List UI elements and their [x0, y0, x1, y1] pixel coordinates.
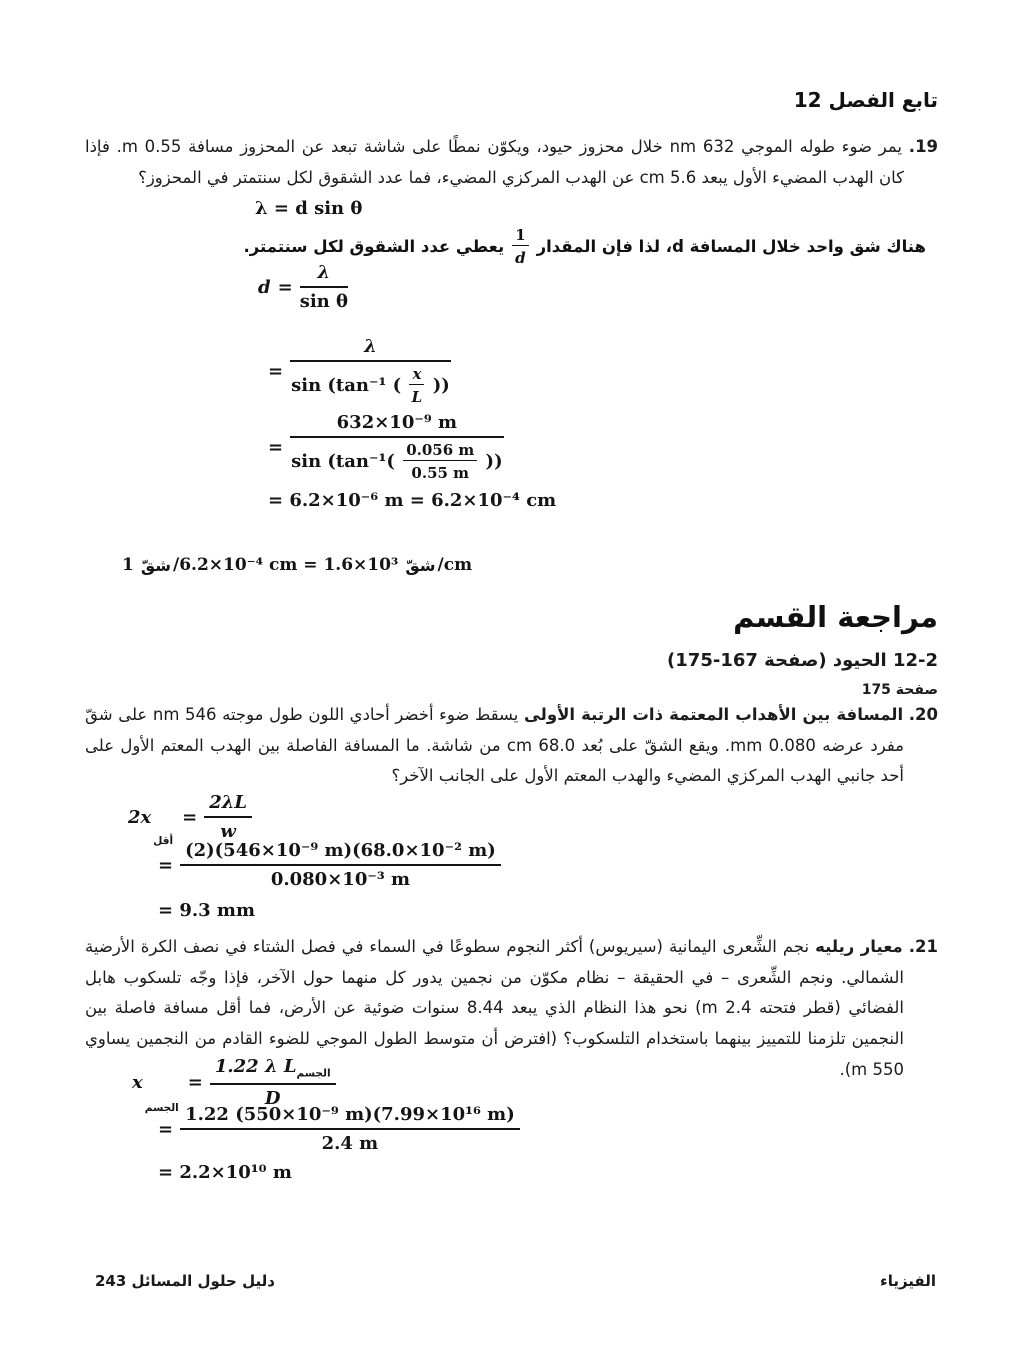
slits-per-cm-result: [122, 555, 472, 575]
fraction: [204, 792, 252, 842]
equation-21-values: [158, 1104, 520, 1154]
denominator-suffix: )): [432, 374, 450, 396]
numerator-main: 1.22 λ L: [214, 1056, 297, 1077]
equals-sign: =: [158, 1118, 174, 1140]
equals-sign: =: [268, 360, 284, 382]
equation-lhs: x: [132, 1071, 143, 1093]
equation-x-object: [132, 1056, 336, 1114]
fraction-numerator: [210, 1056, 336, 1085]
note-fraction-one-over-d: [512, 226, 528, 267]
slits-end-unit: /cm: [437, 555, 473, 575]
solution-note: [240, 226, 931, 267]
fraction-denominator: w: [220, 821, 236, 842]
problem-20-bold-intro: المسافة بين الأهداب المعتمة ذات الرتبة الأولى: [523, 705, 904, 724]
equation-20-values: [158, 840, 501, 890]
fraction-denominator: D: [264, 1087, 281, 1109]
problem-21-number: 21.: [908, 937, 939, 956]
equals-sign: =: [268, 436, 284, 458]
fraction-denominator: 2.4 m: [321, 1133, 379, 1154]
fraction: [290, 336, 451, 406]
fraction-numerator: (2)(546×10⁻⁹ m)(68.0×10⁻² m): [180, 840, 501, 866]
result-text: = 6.2×10⁻⁶ m = 6.2×10⁻⁴ cm: [268, 490, 557, 511]
equation-20-result: [158, 900, 255, 921]
problem-21-bold-intro: معيار ريليه: [815, 937, 903, 956]
fraction-denominator: [290, 362, 451, 406]
section-review-page-label: صفحة 175: [861, 682, 938, 698]
fraction: [180, 840, 501, 890]
fraction-denominator: [290, 438, 504, 482]
denominator-prefix: sin (tan⁻¹ (: [291, 374, 402, 396]
equation-21-result: [158, 1162, 292, 1183]
equation-lhs: d: [258, 276, 271, 298]
equation-lambda-d-sin-theta: [255, 198, 362, 219]
inner-fraction-values: [403, 441, 477, 482]
footer-manual-page-number: دليل حلول المسائل 243: [95, 1272, 275, 1290]
subscript-min: أقل: [153, 835, 174, 847]
fraction-numerator: 2λL: [204, 792, 252, 818]
inner-numerator: 0.056 m: [403, 441, 477, 461]
problem-19-number: 19.: [908, 137, 939, 156]
problem-19: [85, 132, 938, 193]
slit-word-1: شقّ: [140, 555, 171, 575]
fraction: [300, 262, 348, 312]
chapter-continued-header: تابع الفصل 12: [793, 88, 938, 112]
equals-sign: =: [182, 806, 198, 828]
result-text: = 2.2×10¹⁰ m: [158, 1162, 292, 1183]
footer-subject-label: الفيزياء: [880, 1272, 936, 1290]
inner-numerator: x: [409, 365, 424, 385]
fraction-denominator: sin θ: [299, 291, 349, 312]
inner-fraction-x-over-L: [409, 365, 424, 406]
equation-d-equals-lambda-over-sin: [258, 262, 348, 312]
problem-20-text: يسقط ضوء أخضر أحادي اللون طول موجته 546 nm على شقّ مفرد عرضه 0.080 mm. ويقع الشقّ على بُعد 68.0 cm من شاشة. ما المسافة الفاصلة بين الهدب المعتم الأول على أحد جانبي الهدب المركزي المضيء والهدب المعتم الأول على الجانب الآخر؟: [85, 705, 904, 786]
numerator-subscript-object: الجسم: [296, 1067, 331, 1080]
fraction: [290, 412, 504, 482]
slits-count: 1: [122, 555, 134, 575]
denominator-prefix: sin (tan⁻¹(: [291, 450, 395, 472]
inner-denominator: L: [411, 388, 423, 406]
fraction-numerator: 632×10⁻⁹ m: [290, 412, 504, 438]
problem-19-text: يمر ضوء طوله الموجي 632 nm خلال محزوز حيود، ويكوّن نمطًا على شاشة تبعد عن المحزوز مسافة 0.55 m. فإذا كان الهدب المضيء الأول يبعد 5.6 cm عن الهدب المركزي المضيء، فما عدد الشقوق لكل سنتمتر في المحزوز؟: [85, 137, 904, 187]
equals-sign: =: [158, 854, 174, 876]
equation-result-d: [268, 490, 556, 511]
equals-sign: =: [187, 1071, 203, 1093]
slits-mid-expression: /6.2×10⁻⁴ cm = 1.6×10³: [173, 555, 399, 575]
fraction: [210, 1056, 336, 1109]
note-fraction-numerator: 1: [512, 226, 528, 246]
equation-with-values: [268, 412, 504, 482]
inner-denominator: 0.55 m: [411, 464, 470, 482]
subscript-object: الجسم: [144, 1101, 179, 1114]
result-text: = 9.3 mm: [158, 900, 256, 921]
section-review-title: مراجعة القسم: [733, 600, 938, 634]
fraction-numerator: 1.22 (550×10⁻⁹ m)(7.99×10¹⁶ m): [180, 1104, 520, 1130]
fraction-numerator: λ: [290, 336, 451, 362]
equals-sign: =: [277, 276, 293, 298]
problem-20-number: 20.: [908, 705, 938, 724]
equation-lhs: 2x: [128, 806, 152, 828]
slit-word-2: شقّ: [405, 555, 436, 575]
problem-21-text: نجم الشِّعرى اليمانية (سيريوس) أكثر النجوم سطوعًا في السماء في فصل الشتاء في نصف الكرة الأرضية الشمالي. ونجم الشِّعرى – في الحقيقة – نظام مكوّن من نجمين يدور كل منهما حول الآخر، فإذا وجّه تلسكوب هابل الفضائي (قطر فتحته 2.4 m) نحو هذا النظام الذي يبعد 8.44 سنوات ضوئية عن الأرض، فما أقل مسافة فاصلة بين النجمين تلزمنا للتمييز بينهما باستخدام التلسكوب؟ (افترض أن متوسط الطول الموجي للضوء القادم من النجمين يساوي 550 m).: [85, 937, 904, 1079]
denominator-suffix: )): [485, 450, 503, 472]
note-text-before: هناك شق واحد خلال المسافة d، لذا فإن المقدار: [536, 237, 926, 256]
fraction-numerator: λ: [300, 262, 348, 288]
equation-expanded-form: [268, 336, 451, 406]
equation-2x-min: [128, 792, 252, 847]
fraction: [180, 1104, 520, 1154]
note-text-after: يعطي عدد الشقوق لكل سنتمتر.: [243, 237, 505, 256]
equation-text: λ = d sin θ: [255, 198, 363, 219]
section-review-subtitle: 12-2 الحيود (صفحة 167-175): [667, 650, 938, 671]
note-fraction-denominator: d: [515, 249, 526, 267]
fraction-denominator: 0.080×10⁻³ m: [270, 869, 411, 890]
problem-20: [85, 700, 938, 792]
